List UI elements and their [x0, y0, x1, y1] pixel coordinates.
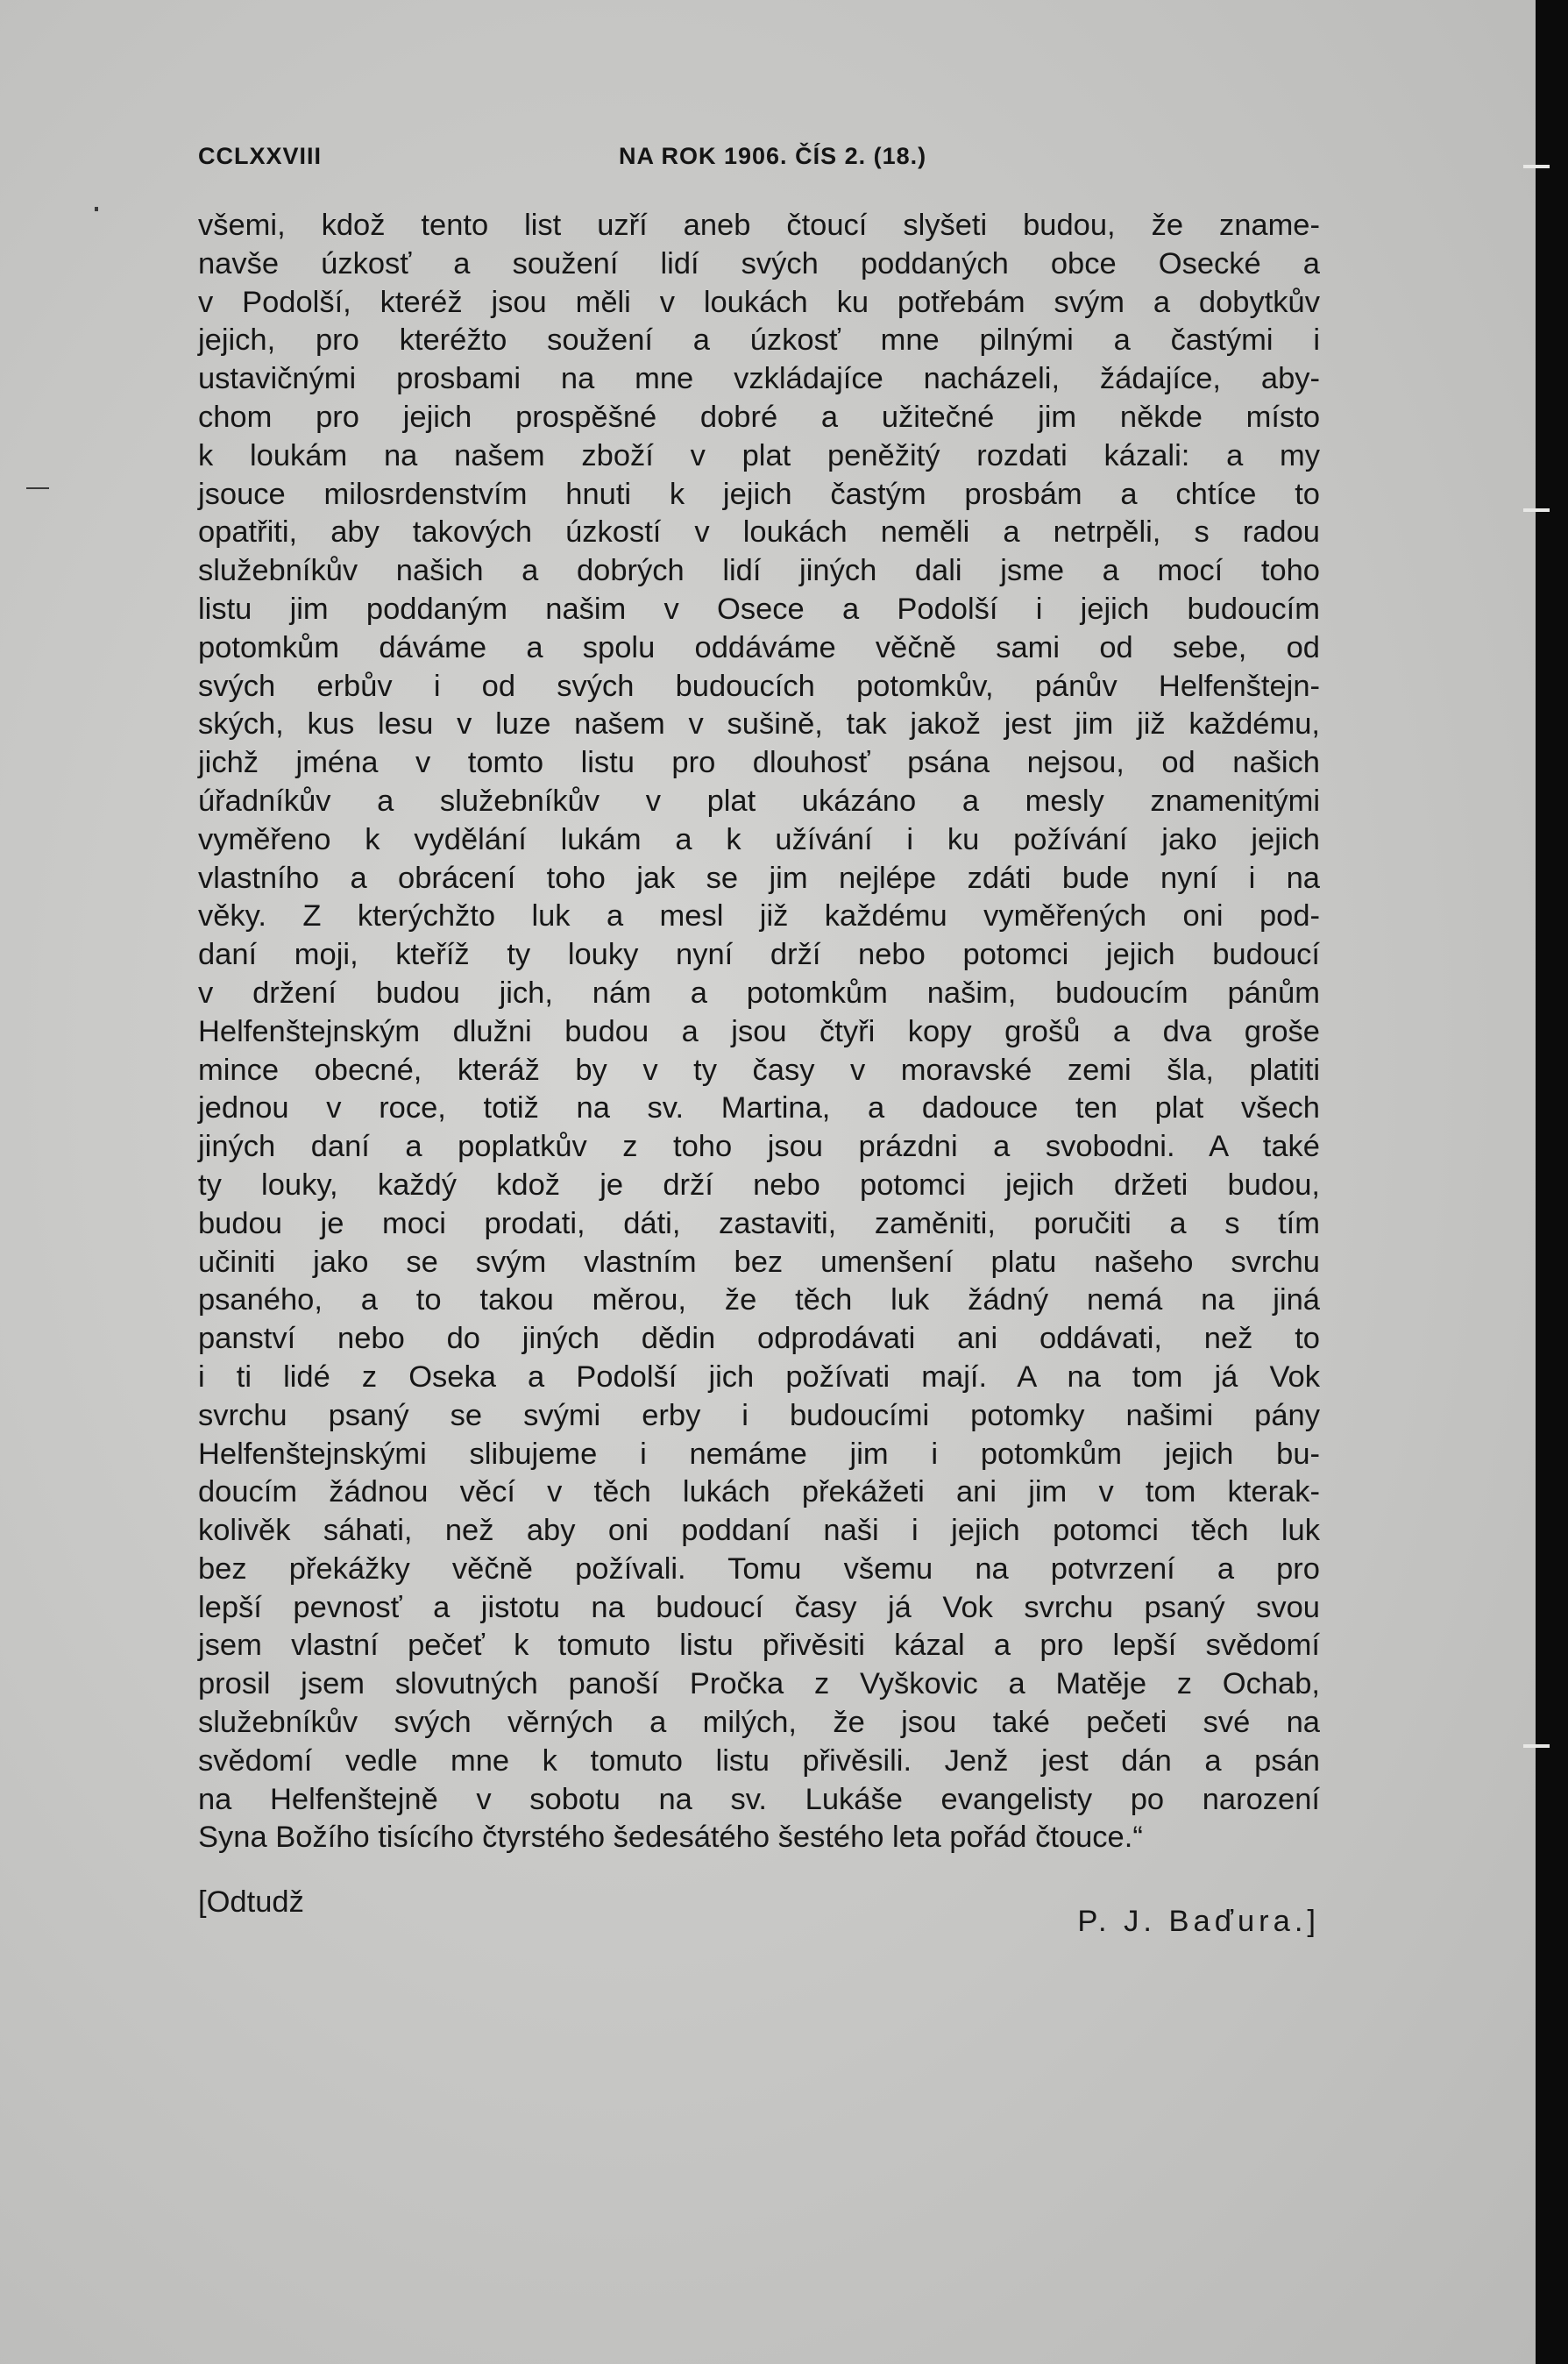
margin-dash-mark	[26, 487, 49, 489]
scan-border	[1536, 0, 1568, 2364]
text-line: ských, kus lesu v luze našem v sušině, tak jakož jest jim již každému,	[198, 707, 1320, 742]
text-line: v držení budou jich, nám a potomkům našim, budoucím pánům	[198, 976, 1320, 1010]
text-line: doucím žádnou věcí v těch lukách překážeti ani jim v tom kterak-	[198, 1475, 1320, 1509]
text-line: věky. Z kterýchžto luk a mesl již každému vyměřených oni pod-	[198, 899, 1320, 934]
text-line: kolivěk sáhati, než aby oni poddaní naši i jejich potomci těch luk	[198, 1514, 1320, 1548]
closing-block	[198, 1885, 1320, 1938]
text-line: v Podolší, kteréž jsou měli v loukách ku potřebám svým a dobytkův	[198, 285, 1320, 319]
text-line: jsouce milosrdenstvím hnuti k jejich častým prosbám a chtíce to	[198, 477, 1320, 511]
text-line: na Helfenštejně v sobotu na sv. Lukáše evangelisty po narození	[198, 1782, 1320, 1816]
author-signature: P. J. Baďura.]	[1077, 1905, 1320, 1938]
text-line: služebníkův svých věrných a milých, že jsou také pečeti své na	[198, 1706, 1320, 1740]
text-line: služebníkův našich a dobrých lidí jiných dali jsme a mocí toho	[198, 554, 1320, 588]
text-line: svrchu psaný se svými erby i budoucími potomky našimi pány	[198, 1398, 1320, 1432]
text-line: navše úzkosť a soužení lidí svých poddaných obce Osecké a	[198, 246, 1320, 280]
text-line: Syna Božího tisícího čtyrstého šedesátého šestého leta pořád čtouce.“	[198, 1821, 1143, 1855]
text-line: mince obecné, kteráž by v ty časy v moravské zemi šla, platiti	[198, 1053, 1320, 1087]
text-line: listu jim poddaným našim v Osece a Podolší i jejich budoucím	[198, 592, 1320, 626]
text-line: jednou v roce, totiž na sv. Martina, a dadouce ten plat všech	[198, 1091, 1320, 1125]
text-line: prosil jsem slovutných panoší Pročka z Vyškovic a Matěje z Ochab,	[198, 1667, 1320, 1701]
text-line: ty louky, každý kdož je drží nebo potomci jejich držeti budou,	[198, 1168, 1320, 1202]
text-line: lepší pevnosť a jistotu na budoucí časy já Vok svrchu psaný svou	[198, 1590, 1320, 1624]
text-line: jichž jména v tomto listu pro dlouhosť psána nejsou, od našich	[198, 746, 1320, 780]
text-line: vlastního a obrácení toho jak se jim nejlépe zdáti bude nyní i na	[198, 861, 1320, 895]
text-line: opatřiti, aby takových úzkostí v loukách neměli a netrpěli, s radou	[198, 515, 1320, 550]
running-title: NA ROK 1906. ČÍS 2. (18.)	[619, 143, 927, 169]
running-header	[198, 143, 1320, 178]
print-speck	[95, 207, 98, 211]
text-line: ustavičnými prosbami na mne vzkládajíce nacházeli, žádajíce, aby-	[198, 362, 1320, 396]
text-line: i ti lidé z Oseka a Podolší jich požívati mají. A na tom já Vok	[198, 1359, 1320, 1394]
text-line: daní moji, kteříž ty louky nyní drží nebo potomci jejich budoucí	[198, 938, 1320, 972]
text-line: budou je moci prodati, dáti, zastaviti, zaměniti, poručiti a s tím	[198, 1206, 1320, 1240]
edge-tick-top	[1523, 165, 1550, 168]
text-line: vyměřeno k vydělání lukám a k užívání i ku požívání jako jejich	[198, 822, 1320, 856]
body-text	[198, 207, 1320, 1857]
text-line: svědomí vedle mne k tomuto listu přivěsili. Jenž jest dán a psán	[198, 1743, 1320, 1778]
continuation-note: [Odtudž	[198, 1885, 304, 1919]
text-line: panství nebo do jiných dědin odprodávati ani oddávati, než to	[198, 1322, 1320, 1356]
text-line: úřadníkův a služebníkův v plat ukázáno a mesly znamenitými	[198, 784, 1320, 818]
text-line: jejich, pro kteréžto soužení a úzkosť mne pilnými a častými i	[198, 323, 1320, 358]
text-line: jiných daní a poplatkův z toho jsou prázdni a svobodni. A také	[198, 1130, 1320, 1164]
text-line: chom pro jejich prospěšné dobré a užitečné jim někde místo	[198, 400, 1320, 434]
text-line: bez překážky věčně požívali. Tomu všemu na potvrzení a pro	[198, 1551, 1320, 1586]
text-line: psaného, a to takou měrou, že těch luk žádný nemá na jiná	[198, 1283, 1320, 1317]
edge-tick-bottom	[1523, 1744, 1550, 1748]
text-line: jsem vlastní pečeť k tomuto listu přivěsiti kázal a pro lepší svědomí	[198, 1629, 1320, 1663]
text-line: potomkům dáváme a spolu oddáváme věčně sami od sebe, od	[198, 630, 1320, 664]
text-line: k loukám na našem zboží v plat peněžitý rozdati kázali: a my	[198, 438, 1320, 472]
text-line: učiniti jako se svým vlastním bez umenšení platu našeho svrchu	[198, 1245, 1320, 1279]
edge-tick-middle	[1523, 508, 1550, 512]
folio-number: CCLXXVIII	[198, 143, 323, 169]
text-line: Helfenštejnskými slibujeme i nemáme jim i potomkům jejich bu-	[198, 1437, 1320, 1471]
text-line: svých erbův i od svých budoucích potomkův, pánův Helfenštejn-	[198, 669, 1320, 703]
text-line: všemi, kdož tento list uzří aneb čtoucí slyšeti budou, že zname-	[198, 209, 1320, 242]
text-line: Helfenštejnským dlužni budou a jsou čtyři kopy grošů a dva groše	[198, 1014, 1320, 1048]
